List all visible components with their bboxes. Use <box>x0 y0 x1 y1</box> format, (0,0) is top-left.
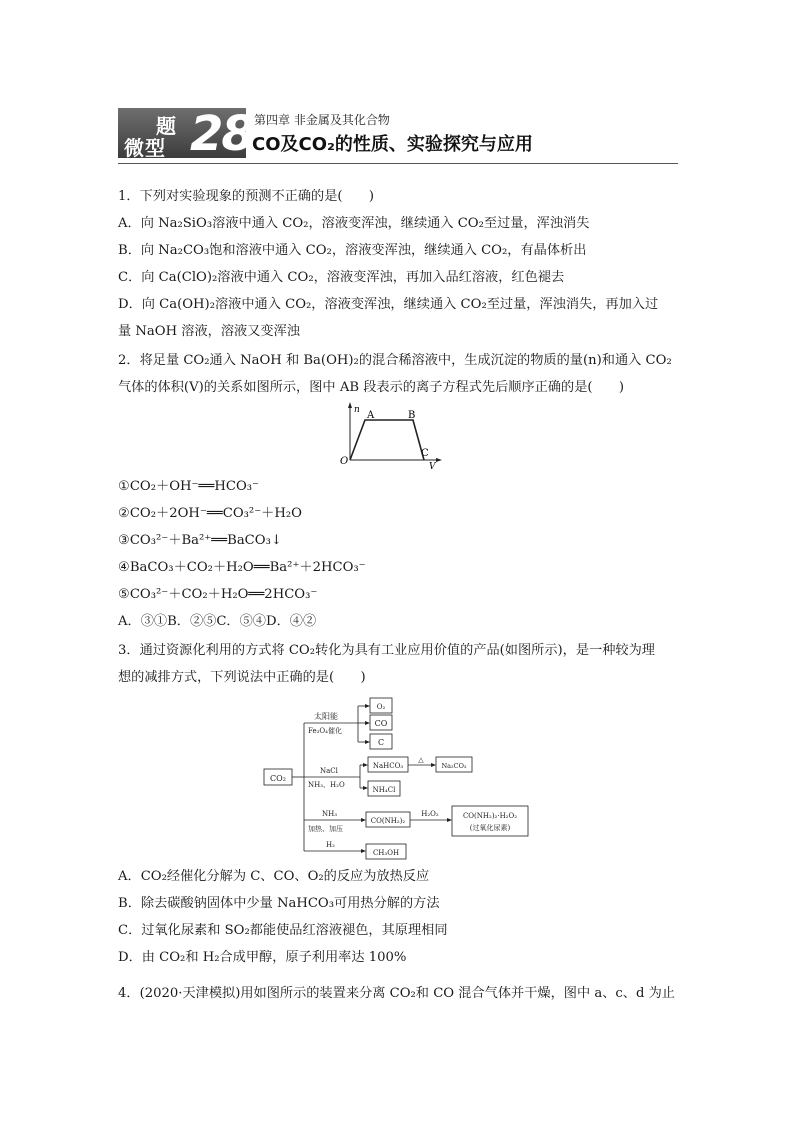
flow-arrow-na2co3 <box>431 763 436 767</box>
q2-stem-line2: 气体的体积(V)的关系如图所示，图中 AB 段表示的离子方程式先后顺序正确的是( ) <box>118 380 625 395</box>
q3-option-b: B．除去碳酸钠固体中少量 NaHCO₃可用热分解的方法 <box>118 896 440 911</box>
flow-peroxide-label2: (过氧化尿素) <box>469 824 511 832</box>
q1-option-c: C．向 Ca(ClO)₂溶液中通入 CO₂，溶液变浑浊，再加入品红溶液，红色褪去 <box>118 270 565 285</box>
q1-option-a: A．向 Na₂SiO₃溶液中通入 CO₂，溶液变浑浊，继续通入 CO₂至过量，浑浊消失 <box>118 216 590 231</box>
flow-c-label: C <box>377 738 385 747</box>
flow-arrow-o2 <box>365 704 370 708</box>
q2-eq5: ⑤CO₃²⁻＋CO₂＋H₂O══2HCO₃⁻ <box>118 587 318 602</box>
logo-ti: 题 <box>156 114 176 138</box>
logo-weixing: 微型 <box>124 136 166 160</box>
flow-arrow-co <box>365 721 370 725</box>
flow-arrow-urea <box>361 818 366 822</box>
q3-option-a: A．CO₂经催化分解为 C、CO、O₂的反应为放热反应 <box>118 869 430 884</box>
header-divider <box>118 163 678 164</box>
flow-co-label: CO <box>374 719 388 728</box>
logo-number: 28 <box>190 106 253 162</box>
q2-stem-line1: 2．将足量 CO₂通入 NaOH 和 Ba(OH)₂的混合稀溶液中，生成沉淀的物质的量(n)和通入 CO₂ <box>118 353 672 368</box>
q2-ylabel: n <box>354 405 360 415</box>
flow-peroxide-label1: CO(NH₂)₂·H₂O₂ <box>462 812 518 820</box>
q4-stem: 4．(2020·天津模拟)用如图所示的装置来分离 CO₂和 CO 混合气体并干燥，图中 a、c、d 为止 <box>118 986 675 1001</box>
flow-b1-cond1: 太阳能 <box>314 712 338 721</box>
q2-eq1: ①CO₂＋OH⁻══HCO₃⁻ <box>118 479 259 494</box>
flow-ch3oh-label: CH₃OH <box>372 849 400 857</box>
q3-flow-diagram <box>262 694 546 866</box>
q3-option-c: C．过氧化尿素和 SO₂都能使品红溶液褪色，其原理相同 <box>118 923 448 938</box>
section-header <box>118 103 678 163</box>
q1-stem: 1．下列对实验现象的预测不正确的是( ) <box>118 189 375 204</box>
flow-arrow-c <box>365 740 370 744</box>
flow-urea-label: CO(NH₂)₂ <box>370 817 406 825</box>
q2-point-b: B <box>408 410 416 421</box>
flow-b4-cond: H₂ <box>326 841 335 849</box>
topic-title: CO及CO₂的性质、实验探究与应用 <box>252 134 533 155</box>
q2-eq4: ④BaCO₃＋CO₂＋H₂O══Ba²⁺＋2HCO₃⁻ <box>118 560 366 575</box>
q2-curve <box>350 420 424 460</box>
q1-option-d-cont: 量 NaOH 溶液，溶液又变浑浊 <box>118 324 300 339</box>
q2-point-a: A <box>367 410 375 421</box>
flow-b2-cond1: NaCl <box>320 767 338 775</box>
q2-graph <box>338 402 448 472</box>
flow-arrow-nh4cl <box>363 786 368 790</box>
flow-arrow-nahco3 <box>363 763 368 767</box>
q2-eq3: ③CO₃²⁻＋Ba²⁺══BaCO₃↓ <box>118 533 282 548</box>
flow-b3-cond1: NH₃ <box>322 810 338 818</box>
q3-stem-line2: 想的减排方式，下列说法中正确的是( ) <box>118 670 366 685</box>
flow-arrow-ch3oh <box>361 849 366 853</box>
q2-xlabel: V <box>429 462 436 472</box>
flow-nh4cl-label: NH₄Cl <box>372 786 396 794</box>
flow-delta-label: △ <box>418 756 424 764</box>
q2-x-arrow <box>436 458 442 462</box>
q3-option-d: D．由 CO₂和 H₂合成甲醇，原子利用率达 100% <box>118 950 407 965</box>
q2-point-c: C <box>421 448 429 459</box>
q3-stem-line1: 3．通过资源化利用的方式将 CO₂转化为具有工业应用价值的产品(如图所示)，是一种较为理 <box>118 643 655 658</box>
flow-arrow-peroxide <box>447 818 452 822</box>
flow-o2-label: O₂ <box>376 703 386 711</box>
flow-nahco3-label: NaHCO₃ <box>372 762 404 770</box>
chapter-title: 第四章 非金属及其化合物 <box>254 113 390 127</box>
flow-h2o2-label: H₂O₂ <box>421 810 439 818</box>
q2-origin: O <box>340 456 349 467</box>
flow-b1-cond2: Fe₃O₄催化 <box>308 727 342 735</box>
flow-b2-cond2: NH₃、H₂O <box>308 781 345 789</box>
q1-option-d: D．向 Ca(OH)₂溶液中通入 CO₂，溶液变浑浊，继续通入 CO₂至过量，浑浊消失，再加入过 <box>118 297 659 312</box>
topic-logo <box>118 106 253 162</box>
flow-b3-cond2: 加热、加压 <box>308 825 343 833</box>
q2-y-arrow <box>348 402 352 408</box>
q2-options: A．③①B．②⑤C．⑤④D．④② <box>118 614 317 629</box>
flow-na2co3-label: Na₂CO₃ <box>441 762 467 770</box>
flow-source-label: CO₂ <box>270 774 286 783</box>
q1-option-b: B．向 Na₂CO₃饱和溶液中通入 CO₂，溶液变浑浊，继续通入 CO₂，有晶体析出 <box>118 243 587 258</box>
q2-eq2: ②CO₂＋2OH⁻══CO₃²⁻＋H₂O <box>118 506 302 521</box>
